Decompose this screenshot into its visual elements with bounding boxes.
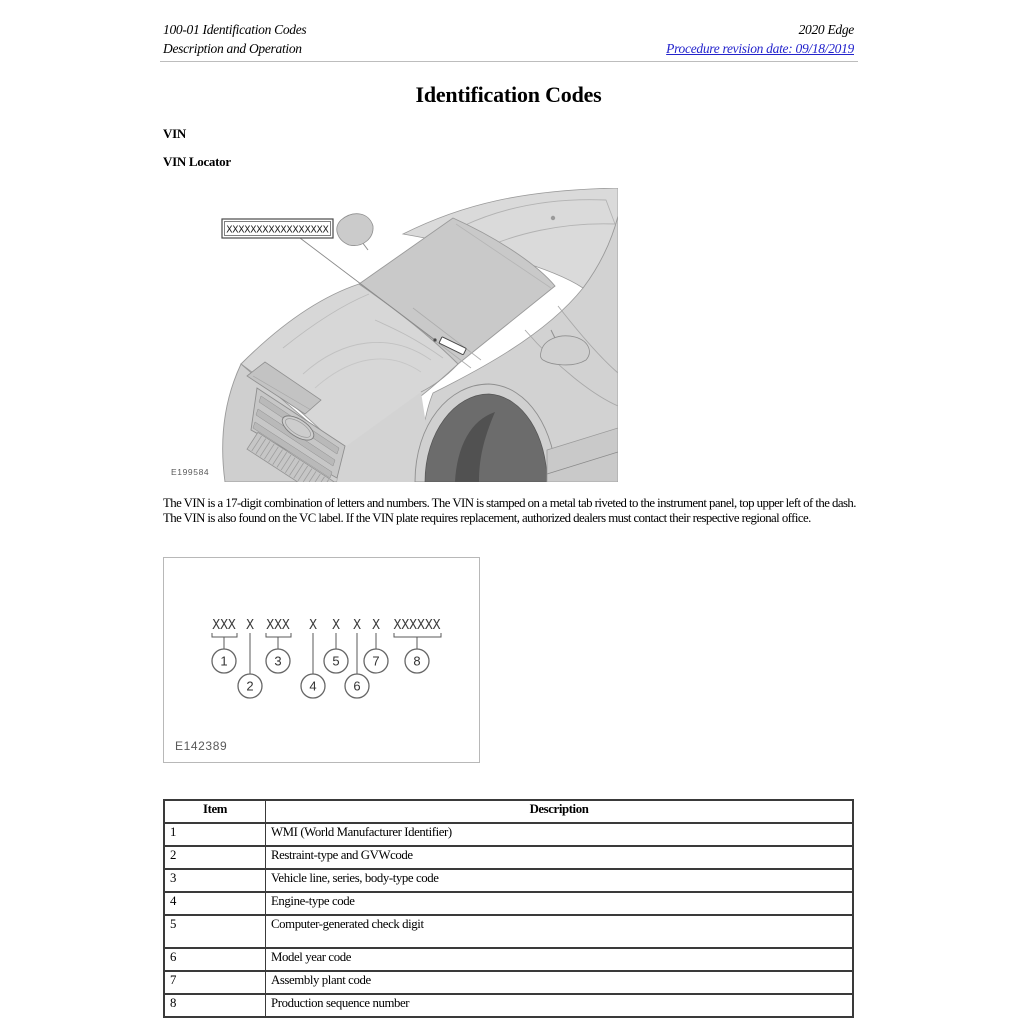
description-cell: Vehicle line, series, body-type code [266, 869, 854, 892]
vehicle-model: 2020 Edge [798, 22, 854, 37]
description-cell: Model year code [266, 948, 854, 971]
heading-vin: VIN [163, 126, 186, 141]
callout-number-8: 8 [413, 653, 421, 669]
vin-description-table [163, 799, 854, 1018]
item-column-header: Item [164, 800, 266, 823]
callout-number-3: 3 [274, 653, 282, 669]
vin-locator-figure [163, 188, 618, 482]
item-cell: 3 [164, 869, 266, 892]
section-code: 100-01 Identification Codes [163, 22, 307, 37]
page-header-left [163, 20, 306, 58]
table-row [164, 892, 853, 915]
description-cell: Production sequence number [266, 994, 854, 1017]
vin-group-label-5: X [332, 618, 340, 633]
item-cell: 8 [164, 994, 266, 1017]
description-cell: Computer-generated check digit [266, 915, 854, 948]
vin-callout-text: XXXXXXXXXXXXXXXXX [226, 224, 329, 236]
description-cell: Assembly plant code [266, 971, 854, 994]
table-row [164, 915, 853, 948]
description-cell: Engine-type code [266, 892, 854, 915]
table-row [164, 869, 853, 892]
vin-structure-figure [163, 557, 480, 763]
vin-tag-rivet [433, 338, 436, 341]
vin-callout-box [222, 219, 333, 238]
figure-code-label: E199584 [171, 467, 210, 477]
item-cell: 6 [164, 948, 266, 971]
page-title: Identification Codes [415, 82, 602, 107]
item-cell: 1 [164, 823, 266, 846]
procedure-revision-link[interactable]: Procedure revision date: 09/18/2019 [666, 41, 854, 56]
doc-type: Description and Operation [163, 41, 302, 56]
header-divider [160, 61, 858, 62]
description-column-header: Description [266, 800, 854, 823]
callout-number-1: 1 [220, 653, 228, 669]
page-header-right [666, 20, 854, 58]
vin-group-label-7: X [372, 618, 380, 633]
callout-number-5: 5 [332, 653, 340, 669]
figure-frame [164, 558, 480, 763]
item-cell: 4 [164, 892, 266, 915]
callout-number-2: 2 [246, 678, 254, 694]
vin-group-label-8: XXXXXX [393, 618, 441, 633]
table-row [164, 948, 853, 971]
callout-number-6: 6 [353, 678, 361, 694]
table-header-row [164, 800, 853, 823]
vin-group-label-3: XXX [266, 618, 290, 633]
item-cell: 5 [164, 915, 266, 948]
heading-vin-locator: VIN Locator [163, 154, 231, 169]
callout-number-4: 4 [309, 678, 317, 694]
vin-group-label-1: XXX [212, 618, 236, 633]
table-row [164, 823, 853, 846]
figure-code-label: E142389 [175, 739, 228, 753]
table-row [164, 971, 853, 994]
vin-group-label-4: X [309, 618, 317, 633]
roof-sensor [551, 216, 555, 220]
table-row [164, 846, 853, 869]
description-cell: WMI (World Manufacturer Identifier) [266, 823, 854, 846]
body-paragraph: The VIN is a 17-digit combination of letters and numbers. The VIN is stamped on a metal tab riveted to the instrument panel, top upper left of the dash. The VIN is also found on the VC label. If the VIN plate requires replacement, authorized dealers must contact their respective regional office. [163, 496, 856, 526]
vin-group-label-2: X [246, 618, 254, 633]
description-cell: Restraint-type and GVWcode [266, 846, 854, 869]
callout-number-7: 7 [372, 653, 380, 669]
table-row [164, 994, 853, 1017]
item-cell: 7 [164, 971, 266, 994]
item-cell: 2 [164, 846, 266, 869]
side-mirror-left [337, 214, 373, 246]
vin-group-label-6: X [353, 618, 361, 633]
